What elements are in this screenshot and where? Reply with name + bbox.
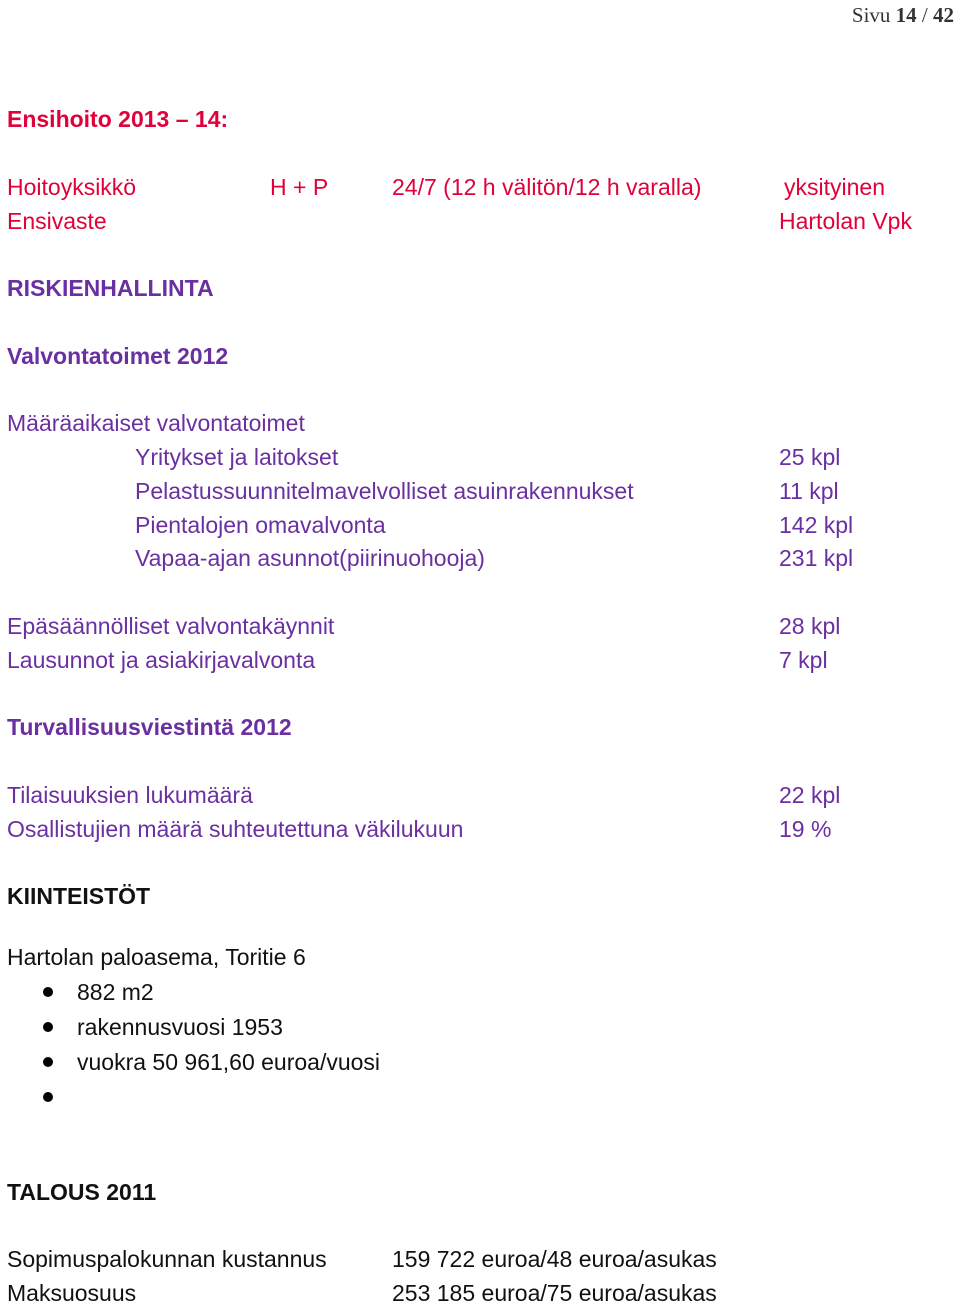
valvonta-other-value: 28 kpl [779, 613, 841, 639]
page-number-current: 14 [895, 3, 917, 27]
hoitoyksikko-hours: 24/7 (12 h välitön/12 h varalla) [392, 174, 702, 200]
kiinteisto-bullet-item: rakennusvuosi 1953 [77, 1014, 283, 1040]
valvonta-item-value: 231 kpl [779, 545, 854, 571]
talous-row-label: Maksuosuus [7, 1280, 137, 1306]
kiinteisto-bullet-item: vuokra 50 961,60 euroa/vuosi [77, 1049, 381, 1075]
ensivaste-label: Ensivaste [7, 208, 107, 234]
valvonta-item-value: 11 kpl [779, 478, 839, 504]
ensihoito-heading: Ensihoito 2013 – 14: [7, 106, 229, 132]
valvonta-item-value: 142 kpl [779, 512, 854, 538]
bullet-icon [43, 1057, 53, 1067]
kiinteistot-heading: KIINTEISTÖT [7, 883, 151, 909]
talous-heading: TALOUS 2011 [7, 1179, 157, 1205]
valvonta-other-label: Epäsäännölliset valvontakäynnit [7, 613, 335, 639]
valvonta-item-label: Yritykset ja laitokset [135, 444, 339, 470]
maaraaikaiset-label: Määräaikaiset valvontatoimet [7, 410, 305, 436]
valvonta-other-value: 7 kpl [779, 647, 828, 673]
valvonta-item-label: Vapaa-ajan asunnot(piirinuohooja) [135, 545, 485, 571]
bullet-icon [43, 987, 53, 997]
hoitoyksikko-label: Hoitoyksikkö [7, 174, 137, 200]
valvontatoimet-heading: Valvontatoimet 2012 [7, 343, 229, 369]
talous-row-value: 253 185 euroa/75 euroa/asukas [392, 1280, 717, 1306]
viestinta-value: 19 % [779, 816, 832, 842]
talous-row-value: 159 722 euroa/48 euroa/asukas [392, 1246, 717, 1272]
page-number-total: 42 [933, 3, 954, 27]
riskienhallinta-heading: RISKIENHALLINTA [7, 275, 214, 301]
viestinta-label: Osallistujien määrä suhteutettuna väkilukuun [7, 816, 464, 842]
turvallisuusviestinta-heading: Turvallisuusviestintä 2012 [7, 714, 292, 740]
bullet-icon [43, 1092, 53, 1102]
valvonta-other-label: Lausunnot ja asiakirjavalvonta [7, 647, 316, 673]
kiinteisto-bullet-item: 882 m2 [77, 979, 154, 1005]
valvonta-item-label: Pelastussuunnitelmavelvolliset asuinrakennukset [135, 478, 634, 504]
page-number-separator: / [921, 3, 928, 27]
ensivaste-provider: Hartolan Vpk [779, 208, 912, 234]
talous-row-label: Sopimuspalokunnan kustannus [7, 1246, 327, 1272]
bullet-icon [43, 1022, 53, 1032]
page-number-prefix: Sivu [851, 3, 891, 27]
viestinta-label: Tilaisuuksien lukumäärä [7, 782, 253, 808]
kiinteistot-subtitle: Hartolan paloasema, Toritie 6 [7, 944, 306, 970]
page-number [852, 0, 954, 30]
valvonta-item-label: Pientalojen omavalvonta [135, 512, 386, 538]
hoitoyksikko-provider: yksityinen [784, 174, 885, 200]
viestinta-value: 22 kpl [779, 782, 841, 808]
valvonta-item-value: 25 kpl [779, 444, 841, 470]
hoitoyksikko-type: H + P [270, 174, 329, 200]
